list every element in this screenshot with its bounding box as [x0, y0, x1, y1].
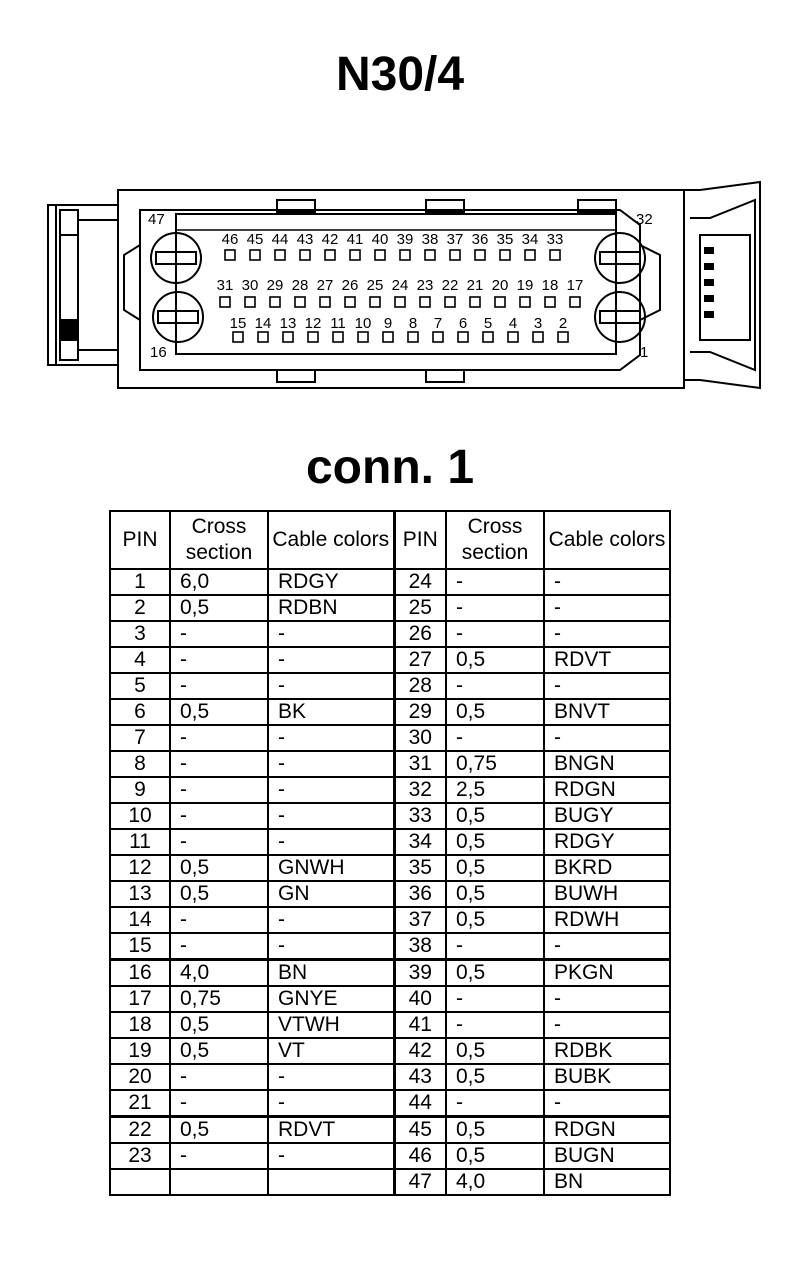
pin-number-cell: 23 [110, 1143, 170, 1169]
cross-section-cell: 0,5 [170, 1117, 268, 1144]
pin-socket [508, 332, 518, 342]
pin-number-cell: 4 [110, 647, 170, 673]
cross-section-cell: 0,5 [170, 855, 268, 881]
pin-number-cell: 38 [394, 933, 446, 960]
pin-number-cell: 12 [110, 855, 170, 881]
cable-colors-cell: GNWH [268, 855, 394, 881]
pin-label: 4 [508, 315, 518, 332]
table-row [110, 803, 670, 829]
cable-colors-cell: BUBK [544, 1064, 670, 1090]
cross-section-cell: - [446, 569, 544, 595]
cross-section-cell: 0,5 [170, 699, 268, 725]
pin-number-cell: 34 [394, 829, 446, 855]
pin-socket [320, 297, 330, 307]
pin-socket [300, 250, 310, 260]
cable-colors-cell: - [268, 725, 394, 751]
cross-section-cell: - [170, 673, 268, 699]
pin-socket [245, 297, 255, 307]
table-row [110, 1117, 670, 1144]
cross-section-cell: - [170, 1064, 268, 1090]
pin-label: 29 [266, 277, 284, 294]
cable-colors-cell: RDVT [544, 647, 670, 673]
cross-section-cell: - [170, 725, 268, 751]
screw-top-right [595, 233, 645, 283]
pin-number-cell: 16 [110, 960, 170, 987]
pin-label: 35 [496, 231, 514, 248]
pin-number-cell: 41 [394, 1012, 446, 1038]
pin-socket [520, 297, 530, 307]
cable-colors-cell: - [268, 907, 394, 933]
cable-colors-cell: GN [268, 881, 394, 907]
pin-label: 12 [304, 315, 322, 332]
pin-number-cell: 17 [110, 986, 170, 1012]
pin-socket [220, 297, 230, 307]
pin-assignment-table [109, 510, 671, 1196]
pin-number-cell: 5 [110, 673, 170, 699]
corner-label-1: 1 [640, 344, 649, 361]
pin-label: 42 [321, 231, 339, 248]
table-row [110, 595, 670, 621]
cross-section-cell: 0,5 [446, 1064, 544, 1090]
pin-number-cell: 37 [394, 907, 446, 933]
pin-label: 3 [533, 315, 543, 332]
cable-colors-cell: GNYE [268, 986, 394, 1012]
header-cable-colors-right: Cable colors [544, 511, 670, 569]
pin-number-cell: 31 [394, 751, 446, 777]
pin-label: 30 [241, 277, 259, 294]
table-row [110, 907, 670, 933]
pin-number-cell: 35 [394, 855, 446, 881]
pin-number-cell: 22 [110, 1117, 170, 1144]
table-row [110, 829, 670, 855]
pin-label: 9 [383, 315, 393, 332]
pin-number-cell [110, 1169, 170, 1195]
table-row [110, 1143, 670, 1169]
pin-label: 45 [246, 231, 264, 248]
pin-socket [445, 297, 455, 307]
table-row [110, 751, 670, 777]
cable-colors-cell: - [544, 1012, 670, 1038]
pin-socket [470, 297, 480, 307]
pin-label: 21 [466, 277, 484, 294]
pin-number-cell: 45 [394, 1117, 446, 1144]
cable-colors-cell: BUGN [544, 1143, 670, 1169]
cross-section-cell: 0,5 [446, 647, 544, 673]
table-row [110, 699, 670, 725]
cross-section-cell: 0,5 [170, 1012, 268, 1038]
pin-socket [283, 332, 293, 342]
cable-colors-cell: RDBK [544, 1038, 670, 1064]
pin-socket [333, 332, 343, 342]
table-row [110, 933, 670, 960]
cable-colors-cell: - [268, 1064, 394, 1090]
cable-colors-cell: - [268, 1090, 394, 1117]
table-row [110, 855, 670, 881]
cable-colors-cell: VTWH [268, 1012, 394, 1038]
cable-colors-cell: - [268, 829, 394, 855]
pin-socket [420, 297, 430, 307]
cross-section-cell: - [170, 1090, 268, 1117]
cross-section-cell: 6,0 [170, 569, 268, 595]
pin-number-cell: 39 [394, 960, 446, 987]
pin-socket [483, 332, 493, 342]
cross-section-cell: 0,5 [446, 1038, 544, 1064]
pin-socket [308, 332, 318, 342]
header-pin: PIN [110, 511, 170, 569]
pin-socket [370, 297, 380, 307]
table-row [110, 881, 670, 907]
pin-label: 31 [216, 277, 234, 294]
header-pin-right: PIN [394, 511, 446, 569]
pin-label: 18 [541, 277, 559, 294]
cross-section-cell: - [446, 725, 544, 751]
cross-section-cell: - [446, 1012, 544, 1038]
cable-colors-cell: BNGN [544, 751, 670, 777]
pin-label: 36 [471, 231, 489, 248]
connector-name: conn. 1 [305, 441, 475, 494]
cross-section-cell: 0,5 [446, 829, 544, 855]
pin-socket [400, 250, 410, 260]
cross-section-cell: - [446, 673, 544, 699]
pin-label: 24 [391, 277, 409, 294]
pin-socket [225, 250, 235, 260]
pin-label: 2 [558, 315, 568, 332]
cross-section-cell: 0,5 [446, 803, 544, 829]
pin-socket [258, 332, 268, 342]
pin-label: 46 [221, 231, 239, 248]
component-title: N30/4 [335, 48, 465, 101]
screw-bottom-left [153, 292, 203, 342]
cross-section-cell: - [170, 933, 268, 960]
pin-number-cell: 9 [110, 777, 170, 803]
pin-number-cell: 19 [110, 1038, 170, 1064]
cable-colors-cell: - [544, 986, 670, 1012]
pin-socket [570, 297, 580, 307]
cross-section-cell: - [170, 829, 268, 855]
cable-colors-cell: - [544, 595, 670, 621]
pin-socket [525, 250, 535, 260]
cross-section-cell [170, 1169, 268, 1195]
pin-number-cell: 7 [110, 725, 170, 751]
pin-label: 17 [566, 277, 584, 294]
pin-socket [233, 332, 243, 342]
cable-colors-cell: - [268, 1143, 394, 1169]
pin-number-cell: 32 [394, 777, 446, 803]
pin-socket [295, 297, 305, 307]
corner-label-32: 32 [636, 211, 653, 228]
pin-socket [325, 250, 335, 260]
cable-colors-cell: RDGY [268, 569, 394, 595]
cross-section-cell: - [170, 647, 268, 673]
pin-socket [495, 297, 505, 307]
pin-label: 39 [396, 231, 414, 248]
pin-socket [450, 250, 460, 260]
pin-label: 41 [346, 231, 364, 248]
pin-number-cell: 43 [394, 1064, 446, 1090]
table-row [110, 777, 670, 803]
cable-colors-cell: RDBN [268, 595, 394, 621]
cross-section-cell: 0,5 [170, 881, 268, 907]
pin-label: 40 [371, 231, 389, 248]
table-row [110, 621, 670, 647]
cross-section-cell: 0,5 [170, 595, 268, 621]
cable-colors-cell: BUGY [544, 803, 670, 829]
pin-number-cell: 33 [394, 803, 446, 829]
cross-section-cell: 0,75 [446, 751, 544, 777]
cable-colors-cell: RDGY [544, 829, 670, 855]
table-row [110, 986, 670, 1012]
cross-section-cell: - [170, 803, 268, 829]
corner-label-47: 47 [148, 211, 165, 228]
pin-socket [533, 332, 543, 342]
cross-section-cell: 0,5 [446, 699, 544, 725]
table-row [110, 1038, 670, 1064]
cross-section-cell: 0,5 [446, 907, 544, 933]
pin-number-cell: 1 [110, 569, 170, 595]
cable-colors-cell: - [268, 777, 394, 803]
pin-number-cell: 24 [394, 569, 446, 595]
cable-colors-cell: - [268, 673, 394, 699]
cross-section-cell: 0,75 [170, 986, 268, 1012]
pin-number-cell: 46 [394, 1143, 446, 1169]
pin-number-cell: 2 [110, 595, 170, 621]
pin-label: 20 [491, 277, 509, 294]
cable-colors-cell [268, 1169, 394, 1195]
pin-socket [458, 332, 468, 342]
pin-socket [408, 332, 418, 342]
pin-number-cell: 26 [394, 621, 446, 647]
pin-socket [500, 250, 510, 260]
pin-number-cell: 15 [110, 933, 170, 960]
pin-number-cell: 28 [394, 673, 446, 699]
header-cross-section-right: Cross section [446, 511, 544, 569]
cable-colors-cell: - [544, 1090, 670, 1117]
pin-number-cell: 30 [394, 725, 446, 751]
cable-colors-cell: - [268, 621, 394, 647]
pin-socket [433, 332, 443, 342]
header-cable-colors: Cable colors [268, 511, 394, 569]
pin-socket [383, 332, 393, 342]
pin-socket [475, 250, 485, 260]
pin-socket [275, 250, 285, 260]
pin-label: 19 [516, 277, 534, 294]
screw-bottom-right [595, 292, 645, 342]
pin-label: 6 [458, 315, 468, 332]
pin-socket [345, 297, 355, 307]
pin-label: 5 [483, 315, 493, 332]
cross-section-cell: - [170, 751, 268, 777]
pin-socket [350, 250, 360, 260]
cable-colors-cell: BK [268, 699, 394, 725]
right-latch [684, 182, 760, 388]
pin-label: 44 [271, 231, 289, 248]
pin-number-cell: 25 [394, 595, 446, 621]
pin-label: 13 [279, 315, 297, 332]
table-row [110, 1064, 670, 1090]
pin-socket [250, 250, 260, 260]
pin-number-cell: 44 [394, 1090, 446, 1117]
pin-socket [550, 250, 560, 260]
cable-colors-cell: RDVT [268, 1117, 394, 1144]
table-row [110, 1090, 670, 1117]
table-row [110, 960, 670, 987]
table-row [110, 725, 670, 751]
pin-number-cell: 47 [394, 1169, 446, 1195]
pin-label: 38 [421, 231, 439, 248]
pin-socket [395, 297, 405, 307]
pin-label: 28 [291, 277, 309, 294]
cross-section-cell: 4,0 [170, 960, 268, 987]
pin-socket [545, 297, 555, 307]
header-cross-section: Cross section [170, 511, 268, 569]
cross-section-cell: - [446, 621, 544, 647]
cross-section-cell: 0,5 [446, 1143, 544, 1169]
cross-section-cell: 0,5 [446, 1117, 544, 1144]
cross-section-cell: - [170, 777, 268, 803]
cable-colors-cell: RDWH [544, 907, 670, 933]
cable-colors-cell: - [544, 621, 670, 647]
left-latch [48, 205, 118, 365]
table-row [110, 1169, 670, 1195]
cross-section-cell: - [170, 907, 268, 933]
pin-number-cell: 11 [110, 829, 170, 855]
pin-number-cell: 13 [110, 881, 170, 907]
cable-colors-cell: RDGN [544, 777, 670, 803]
table-row [110, 1012, 670, 1038]
cross-section-cell: - [446, 595, 544, 621]
cable-colors-cell: - [268, 933, 394, 960]
cable-colors-cell: BNVT [544, 699, 670, 725]
cable-colors-cell: RDGN [544, 1117, 670, 1144]
cross-section-cell: - [446, 933, 544, 960]
pin-label: 7 [433, 315, 443, 332]
cross-section-cell: 0,5 [446, 855, 544, 881]
cable-colors-cell: VT [268, 1038, 394, 1064]
cross-section-cell: - [446, 986, 544, 1012]
cross-section-cell: 2,5 [446, 777, 544, 803]
pin-socket [558, 332, 568, 342]
cross-section-cell: 0,5 [446, 960, 544, 987]
cable-colors-cell: - [268, 803, 394, 829]
pin-label: 37 [446, 231, 464, 248]
pin-label: 33 [546, 231, 564, 248]
pin-label: 23 [416, 277, 434, 294]
table-row [110, 647, 670, 673]
pin-label: 25 [366, 277, 384, 294]
pin-number-cell: 6 [110, 699, 170, 725]
cable-colors-cell: BN [268, 960, 394, 987]
cable-colors-cell: BUWH [544, 881, 670, 907]
cable-colors-cell: - [268, 647, 394, 673]
table-header-row [110, 511, 670, 569]
cross-section-cell: - [170, 621, 268, 647]
pin-label: 22 [441, 277, 459, 294]
pin-label: 11 [330, 315, 346, 332]
cable-colors-cell: - [268, 751, 394, 777]
cross-section-cell: - [446, 1090, 544, 1117]
pin-label: 10 [354, 315, 372, 332]
pin-label: 27 [316, 277, 334, 294]
pin-label: 43 [296, 231, 314, 248]
cable-colors-cell: - [544, 673, 670, 699]
pin-socket [270, 297, 280, 307]
cross-section-cell: 0,5 [446, 881, 544, 907]
pin-label: 26 [341, 277, 359, 294]
pin-number-cell: 14 [110, 907, 170, 933]
pin-number-cell: 20 [110, 1064, 170, 1090]
pin-socket [358, 332, 368, 342]
cable-colors-cell: - [544, 569, 670, 595]
pin-socket [375, 250, 385, 260]
pin-socket [425, 250, 435, 260]
cross-section-cell: 4,0 [446, 1169, 544, 1195]
table-row [110, 569, 670, 595]
pin-label: 34 [521, 231, 539, 248]
pin-label: 8 [408, 315, 418, 332]
cross-section-cell: - [170, 1143, 268, 1169]
table-row [110, 673, 670, 699]
pin-number-cell: 27 [394, 647, 446, 673]
pin-number-cell: 42 [394, 1038, 446, 1064]
cross-section-cell: 0,5 [170, 1038, 268, 1064]
pin-number-cell: 3 [110, 621, 170, 647]
corner-label-16: 16 [150, 344, 167, 361]
pin-label: 15 [229, 315, 247, 332]
pin-number-cell: 10 [110, 803, 170, 829]
cable-colors-cell: - [544, 933, 670, 960]
pin-number-cell: 8 [110, 751, 170, 777]
cable-colors-cell: - [544, 725, 670, 751]
pin-label: 14 [254, 315, 272, 332]
pin-number-cell: 18 [110, 1012, 170, 1038]
cable-colors-cell: BKRD [544, 855, 670, 881]
pin-number-cell: 29 [394, 699, 446, 725]
connector-diagram [0, 180, 800, 410]
pin-number-cell: 40 [394, 986, 446, 1012]
cable-colors-cell: BN [544, 1169, 670, 1195]
pin-number-cell: 36 [394, 881, 446, 907]
pin-number-cell: 21 [110, 1090, 170, 1117]
cable-colors-cell: PKGN [544, 960, 670, 987]
